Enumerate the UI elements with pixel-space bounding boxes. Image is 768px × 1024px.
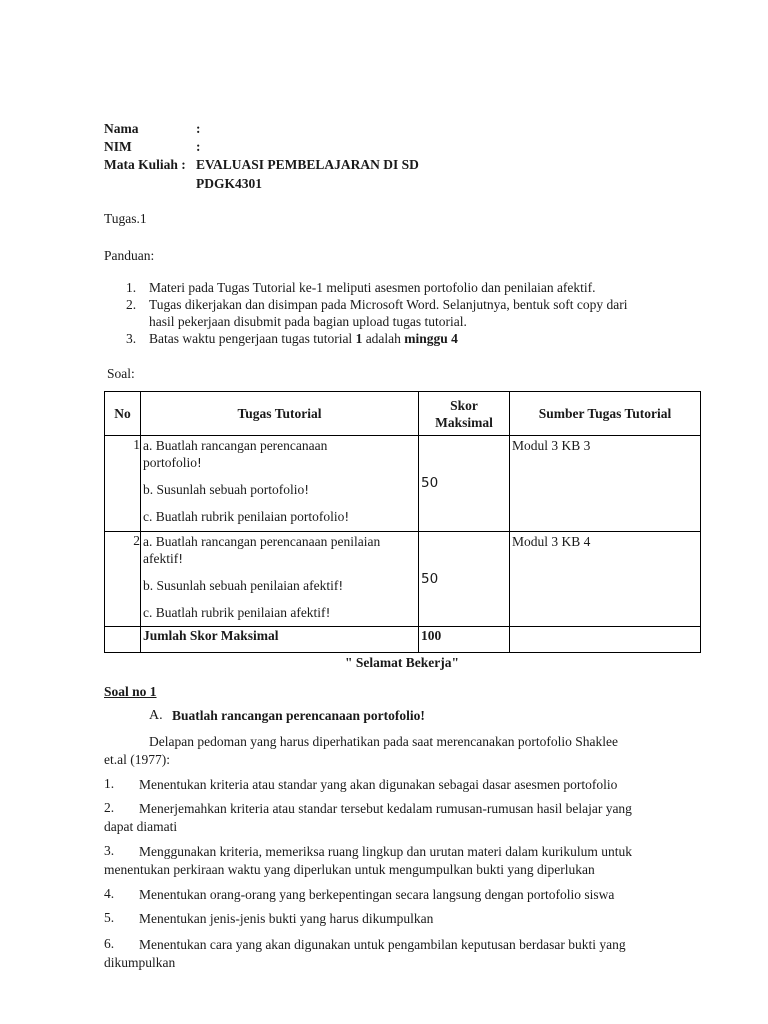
list-number: 2. [126,297,137,312]
list-number: 6. [104,936,115,951]
list-number: 5. [104,910,115,925]
table-total-row [105,627,701,653]
row-skor: 50 [419,436,510,532]
list-number: 4. [104,886,115,901]
nama-colon: : [196,121,201,136]
list-item: Batas waktu pengerjaan tugas tutorial 1 adalah minggu 4 [149,331,458,346]
list-item: Menentukan kriteria atau standar yang akan digunakan sebagai dasar asesmen portofolio [139,777,618,792]
panduan-label: Panduan: [104,248,155,263]
section-sub-letter: A. [149,708,163,723]
soal-label: Soal: [107,366,135,381]
row-tasks: a. Buatlah rancangan perencanaan penilaian afektif! b. Susunlah sebuah penilaian afektif! c. Buatlah rubrik penilaian afektif! [141,532,419,627]
table-row [105,532,701,627]
list-number: 3. [126,331,137,346]
total-value: 100 [419,627,510,653]
list-item-continued: hasil pekerjaan disubmit pada bagian upload tugas tutorial. [149,314,467,329]
list-item: Menentukan cara yang akan digunakan untuk pengambilan keputusan berdasar bukti yang dikumpulkan [104,937,626,970]
list-item: Materi pada Tugas Tutorial ke-1 meliputi asesmen portofolio dan penilaian afektif. [149,280,596,295]
mata-kuliah-label: Mata Kuliah : [104,157,186,172]
list-item: Tugas dikerjakan dan disimpan pada Microsoft Word. Selanjutnya, bentuk soft copy dari [149,297,628,312]
nim-label: NIM [104,139,132,154]
header-no: No [105,392,141,436]
header-tugas: Tugas Tutorial [141,392,419,436]
mata-kuliah-value: EVALUASI PEMBELAJARAN DI SD [196,157,419,172]
nim-colon: : [196,139,201,154]
list-item: Menentukan orang-orang yang berkepentingan secara langsung dengan portofolio siswa [139,887,615,902]
row-sumber: Modul 3 KB 4 [510,532,701,627]
task-table [104,391,701,653]
tugas-label: Tugas.1 [104,211,147,226]
table-header-row [105,392,701,436]
row-skor: 50 [419,532,510,627]
row-sumber: Modul 3 KB 3 [510,436,701,532]
closing-text: " Selamat Bekerja" [345,655,459,670]
total-label: Jumlah Skor Maksimal [141,627,419,653]
list-number: 1. [126,280,137,295]
list-number: 1. [104,776,115,791]
header-skor: Skor Maksimal [419,392,510,436]
row-number: 1 [105,436,141,532]
table-row [105,436,701,532]
list-item: Menerjemahkan kriteria atau standar tersebut kedalam rumusan-rumusan hasil belajar yang dapat diamati [104,801,632,834]
section-heading: Soal no 1 [104,684,157,699]
list-number: 3. [104,843,115,858]
course-code: PDGK4301 [196,176,262,191]
row-tasks: a. Buatlah rancangan perencanaan portofolio! b. Susunlah sebuah portofolio! c. Buatlah rubrik penilaian portofolio! [141,436,419,532]
header-sumber: Sumber Tugas Tutorial [510,392,701,436]
list-number: 2. [104,800,115,815]
nama-label: Nama [104,121,139,136]
row-number: 2 [105,532,141,627]
list-item: Menentukan jenis-jenis bukti yang harus dikumpulkan [139,911,434,926]
list-item: Menggunakan kriteria, memeriksa ruang lingkup dan urutan materi dalam kurikulum untuk menentukan perkiraan waktu yang diperlukan untuk mengumpulkan bukti yang diperlukan [104,844,632,877]
section-sub-heading: Buatlah rancangan perencanaan portofolio! [172,708,425,723]
intro-paragraph: Delapan pedoman yang harus diperhatikan pada saat merencanakan portofolio Shaklee et.al (1977): [104,734,618,767]
